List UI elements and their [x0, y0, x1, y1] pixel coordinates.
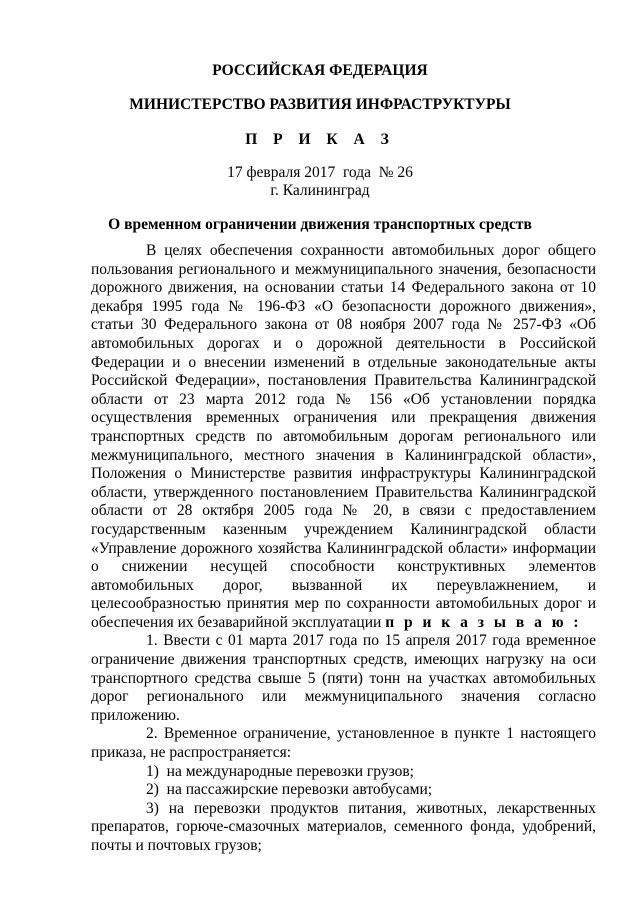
sub-item-3: 3) на перевозки продуктов питания, животных, лекарственных препаратов, горюче-смазочных материалов, семенного фонда, удобрений, почты и почтовых грузов; [91, 799, 596, 854]
ministry-heading: МИНИСТЕРСТВО РАЗВИТИЯ ИНФРАСТРУКТУРЫ [129, 96, 511, 113]
country-heading: РОССИЙСКАЯ ФЕДЕРАЦИЯ [212, 62, 428, 79]
sub-item-1: 1) на международные перевозки грузов; [146, 762, 414, 780]
item-2: 2. Временное ограничение, установленное в пункте 1 настоящего приказа, не распространяется: [91, 725, 596, 762]
sub-item-2: 2) на пассажирские перевозки автобусами; [146, 781, 433, 799]
preamble-text: В целях обеспечения сохранности автомобильных дорог общего пользования регионального и межмуниципального значения, безопасности дорожного движения, на основании статьи 14 Федерального закона от 10 декабря 1995 года № 196-ФЗ «О безопасности дорожного движения», статьи 30 Федерального закона от 08 ноября 2007 года № 257-ФЗ «Об автомобильных дорогах и о дорожной деятельности в Российской Федерации и о внесении изменений в отдельные законодательные акты Российской Федерации», постановления Правительства Калининградской области от 23 марта 2012 года № 156 «Об установлении порядка осуществления временных ограничения или прекращения движения транспортных средств по автомобильным дорогам регионального или межмуниципального, местного значения в Калининградской области», Положения о Министерстве развития инфраструктуры Калининградской области, утвержденного постановлением Правительства Калининградской области от 28 октября 2005 года № 20, в связи с предоставлением государственным казенным учреждением Калининградской области «Управление дорожного хозяйства Калининградской области» информации о снижении несущей способности конструктивных элементов автомобильных дорог, вызванной их переувлажнением, и целесообразностью принятия мер по сохранности автомобильных дорог и обеспечения их безаварийной эксплуатации [91, 242, 596, 631]
city: г. Калининград [270, 182, 370, 199]
date-number: 17 февраля 2017 года № 26 [227, 164, 413, 181]
order-word: п р и к а з ы в а ю : [385, 613, 582, 631]
order-title: О временном ограничении движения транспортных средств [108, 216, 532, 233]
order-body [91, 242, 596, 856]
preamble-paragraph [91, 242, 596, 632]
item-1: 1. Ввести с 01 марта 2017 года по 15 апреля 2017 года временное ограничение движения транспортных средств, имеющих нагрузку на оси транспортного средства свыше 5 (пяти) тонн на участках автомобильных дорог регионального или межмуниципального значения согласно приложению. [91, 632, 596, 724]
doc-type-heading: П Р И К А З [245, 131, 395, 148]
